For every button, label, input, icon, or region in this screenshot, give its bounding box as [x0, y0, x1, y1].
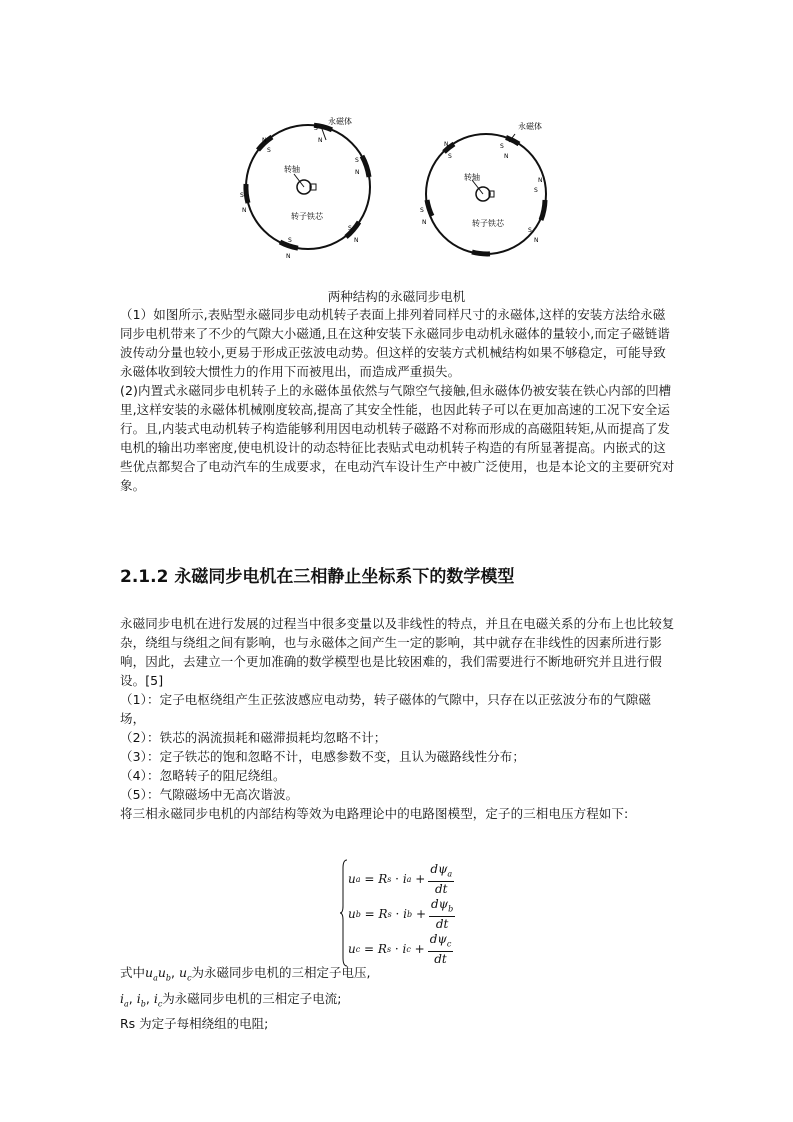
pole-n: N	[242, 207, 247, 214]
brace	[340, 858, 348, 968]
pole-s: S	[420, 207, 424, 214]
assumption-2: （2）：铁芯的涡流损耗和磁滞损耗均忽略不计；	[120, 730, 387, 745]
model-paragraphs	[120, 614, 676, 823]
shaft-label: 转轴	[464, 173, 480, 182]
pole-s: S	[267, 147, 271, 154]
motor-diagrams	[232, 112, 552, 282]
interior-mounted-motor	[420, 121, 546, 254]
shaft-label: 转轴	[284, 165, 300, 174]
section-heading: 2.1.2 永磁同步电机在三相静止坐标系下的数学模型	[120, 567, 515, 587]
pole-n: N	[262, 137, 267, 144]
paragraph-interior-mounted: (2)内置式永磁同步电机转子上的永磁体虽依然与气隙空气接触,但永磁体仍被安装在铁心内部的凹槽里,这样安装的永磁体机械刚度较高,提高了其安全性能，也因此转子可以在更加高速的工况下安全运行。且,内装式电动机转子构造能够利用因电动机转子磁路不对称而形成的高磁阻转矩,从而提高了发电机的输出功率密度,使电机设计的动态特征比表贴式电动机转子构造的有所显著提高。内嵌式的这些优点都契合了电动汽车的生成要求，在电动汽车设计生产中被广泛使用，也是本论文的主要研究对象。	[120, 383, 675, 493]
pole-n: N	[444, 141, 449, 148]
intro-paragraphs	[120, 305, 676, 495]
pole-s: S	[528, 227, 532, 234]
core-label: 转子铁芯	[291, 212, 323, 221]
pole-n: N	[422, 219, 427, 226]
pole-n: N	[504, 153, 509, 160]
definition-current: $i_a$, $i_b$, $i_c$为永磁同步电机的三相定子电流;	[120, 990, 342, 1008]
paragraph-equation-intro: 将三相永磁同步电机的内部结构等效为电路理论中的电路图模型，定子的三相电压方程如下:	[120, 806, 629, 821]
assumption-1: （1）：定子电枢绕组产生正弦波感应电动势，转子磁体的气隙中，只存在以正弦波分布的气隙磁场，	[120, 692, 652, 726]
assumption-5: （5）：气隙磁场中无高次谐波。	[120, 787, 299, 802]
pole-s: S	[534, 187, 538, 194]
pole-n: N	[318, 137, 323, 144]
pole-n: N	[354, 237, 359, 244]
pole-s: S	[240, 192, 244, 199]
pole-n: N	[355, 169, 360, 176]
paragraph-model-intro: 永磁同步电机在进行发展的过程当中很多变量以及非线性的特点，并且在电磁关系的分布上也比较复杂，绕组与绕组之间有影响，也与永磁体之间产生一定的影响，其中就存在非线性的因素所进行影响，因此，去建立一个更加准确的数学模型也是比较困难的，我们需要进行不断地研究并且进行假设。[5]	[120, 616, 675, 688]
motor-figure	[232, 112, 552, 282]
definition-resistance: Rs 为定子每相绕组的电阻;	[120, 1016, 269, 1031]
pole-s: S	[314, 125, 318, 132]
pole-s: S	[355, 157, 359, 164]
magnet-label: 永磁体	[518, 122, 542, 131]
voltage-equations	[340, 858, 480, 968]
core-label: 转子铁芯	[472, 219, 504, 228]
definition-voltage: 式中$u_au_b$, $u_c$为永磁同步电机的三相定子电压,	[120, 965, 371, 983]
magnet-label: 永磁体	[328, 117, 352, 126]
pole-s: S	[500, 143, 504, 150]
equation-row-a: u a = R s · i a + $\frac{d\psi_a}{dt}$	[348, 862, 453, 897]
pole-n: N	[534, 237, 539, 244]
pole-n: N	[538, 177, 543, 184]
surface-mounted-motor	[240, 116, 370, 260]
pole-s: S	[288, 237, 292, 244]
equation-row-b: u b = R s · i b + $\frac{d\psi_b}{dt}$	[348, 897, 454, 932]
assumption-4: （4）：忽略转子的阻尼绕组。	[120, 768, 286, 783]
pole-n: N	[286, 253, 291, 260]
variable-definitions	[120, 963, 676, 1034]
figure-caption: 两种结构的永磁同步电机	[327, 289, 466, 304]
equation-row-c: u c = R s · i c + $\frac{d\psi_c}{dt}$	[348, 932, 452, 967]
paragraph-surface-mounted: （1）如图所示,表贴型永磁同步电动机转子表面上排列着同样尺寸的永磁体,这样的安装方法给永磁同步电机带来了不少的气隙大小磁通,且在这种安装下永磁同步电动机永磁体的量较小,而定子磁链谐波传动分量也较小,更易于形成正弦波电动势。但这样的安装方式机械结构如果不够稳定，可能导致永磁体收到较大惯性力的作用下而被甩出，而造成严重损失。	[120, 307, 670, 379]
pole-s: S	[448, 153, 452, 160]
pole-s: S	[348, 225, 352, 232]
assumption-3: （3）：定子铁芯的饱和忽略不计，电感参数不变，且认为磁路线性分布；	[120, 749, 526, 764]
